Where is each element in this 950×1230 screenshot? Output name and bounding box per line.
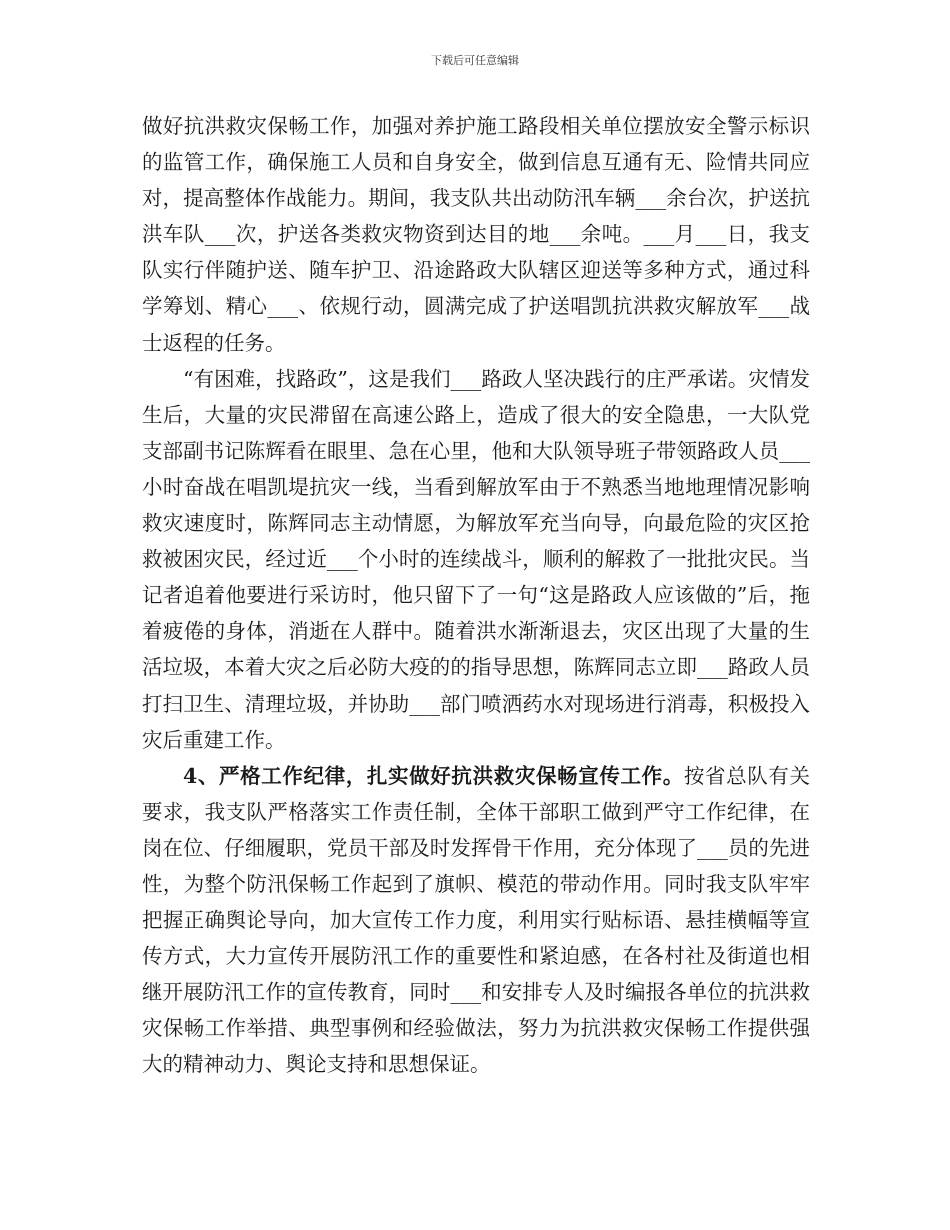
page-header-note: 下载后可任意编辑 — [431, 54, 519, 67]
paragraph-1-text: 做好抗洪救灾保畅工作，加强对养护施工路段相关单位摆放安全警示标识的监管工作，确保施工人员和自身安全，做到信息互通有无、险情共同应对，提高整体作战能力。期间，我支队共出动防汛车辆___余台次，护送抗洪车队___次，护送各类救灾物资到达目的地___余吨。___月___日，我支队实行伴随护送、随车护卫、沿途路政大队辖区迎送等多种方式，通过科学筹划、精心___、依规行动，圆满完成了护送唱凯抗洪救灾解放军___战士返程的任务。 — [142, 114, 810, 355]
paragraph-3 — [142, 758, 810, 1083]
paragraph-3-text: 按省总队有关要求，我支队严格落实工作责任制，全体干部职工做到严守工作纪律，在岗在位、仔细履职，党员干部及时发挥骨干作用，充分体现了___员的先进性，为整个防汛保畅工作起到了旗帜、模范的带动作用。同时我支队牢牢把握正确舆论导向，加大宣传工作力度，利用实行贴标语、悬挂横幅等宣传方式，大力宣传开展防汛工作的重要性和紧迫感，在各村社及街道也相继开展防汛工作的宣传教育，同时___和安排专人及时编报各单位的抗洪救灾保畅工作举措、典型事例和经验做法，努力为抗洪救灾保畅工作提供强大的精神动力、舆论支持和思想保证。 — [142, 763, 811, 1077]
paragraph-1 — [142, 108, 810, 361]
paragraph-2 — [142, 361, 810, 758]
paragraph-3-heading: 4、严格工作纪律，扎实做好抗洪救灾保畅宣传工作。 — [183, 763, 684, 788]
document-body — [142, 108, 810, 1083]
paragraph-2-text: “有困难，找路政”，这是我们___路政人坚决践行的庄严承诺。灾情发生后，大量的灾民滞留在高速公路上，造成了很大的安全隐患，一大队党支部副书记陈辉看在眼里、急在心里，他和大队领导班子带领路政人员___小时奋战在唱凯堤抗灾一线，当看到解放军由于不熟悉当地地理情况影响救灾速度时，陈辉同志主动情愿，为解放军充当向导，向最危险的灾区抢救被困灾民，经过近___个小时的连续战斗，顺利的解救了一批批灾民。当记者追着他要进行采访时，他只留下了一句“这是路政人应该做的”后，拖着疲倦的身体，消逝在人群中。随着洪水渐渐退去，灾区出现了大量的生活垃圾，本着大灾之后必防大疫的的指导思想，陈辉同志立即___路政人员打扫卫生、清理垃圾，并协助___部门喷洒药水对现场进行消毒，积极投入灾后重建工作。 — [142, 366, 810, 752]
